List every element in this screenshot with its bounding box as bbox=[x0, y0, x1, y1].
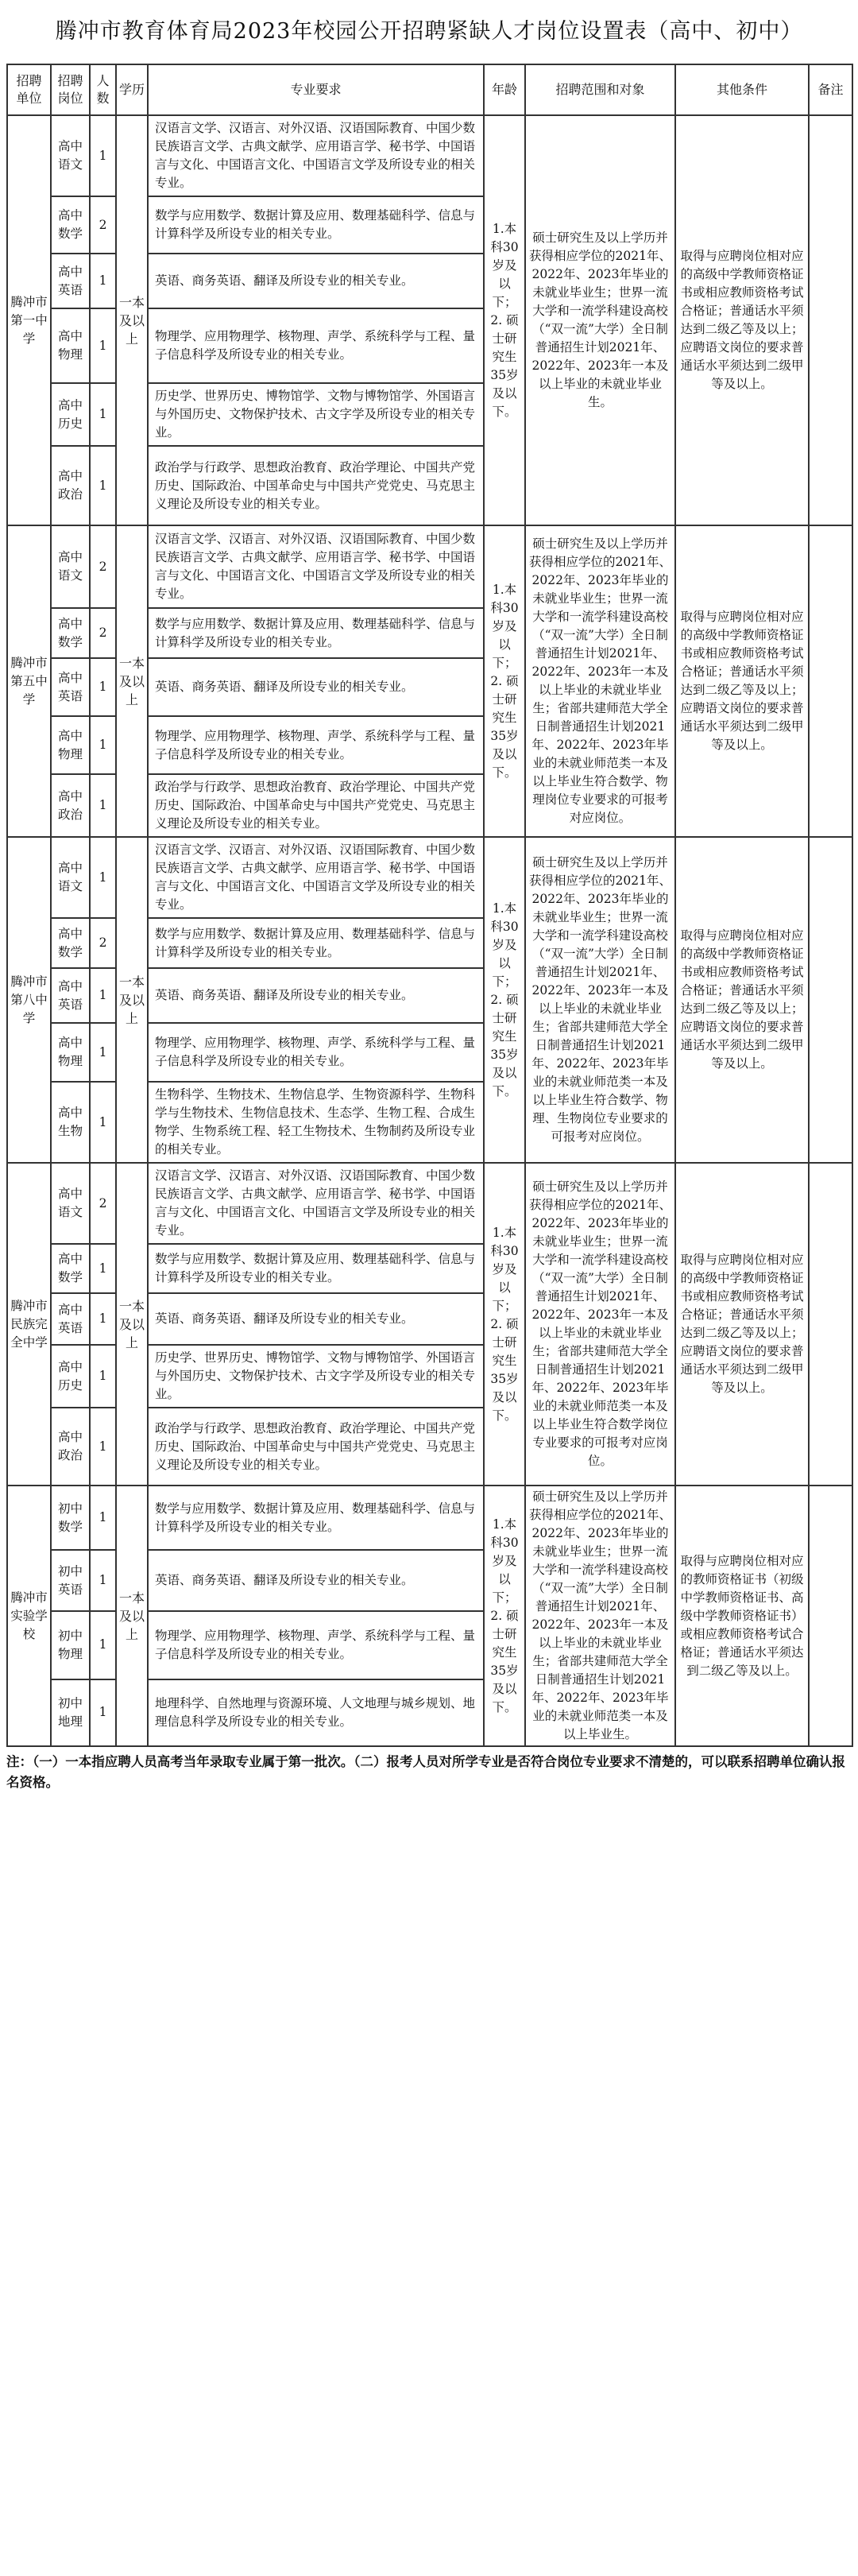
remarks-cell bbox=[809, 115, 852, 525]
scope-cell: 硕士研究生及以上学历并获得相应学位的2021年、2022年、2023年毕业的未就业毕业生；世界一流大学和一流学科建设高校（“双一流”大学）全日制普通招生计划2021年、2022年、2023年一本及以上毕业的未就业毕业生；省部共建师范大学全日制普通招生计划2021年、2022年、2023年毕业的未就业师范类一本及以上毕业生符合数学、物理、生物岗位专业要求的可报考对应岗位。 bbox=[525, 837, 675, 1163]
post-cell: 高中物理 bbox=[51, 308, 90, 383]
major-requirement-cell: 英语、商务英语、翻译及所设专业的相关专业。 bbox=[148, 1293, 484, 1345]
post-cell: 高中数学 bbox=[51, 196, 90, 254]
major-requirement-cell: 物理学、应用物理学、核物理、声学、系统科学与工程、量子信息科学及所设专业的相关专业。 bbox=[148, 1611, 484, 1679]
count-cell: 1 bbox=[90, 1244, 116, 1293]
major-requirement-cell: 英语、商务英语、翻译及所设专业的相关专业。 bbox=[148, 658, 484, 716]
major-requirement-cell: 汉语言文学、汉语言、对外汉语、汉语国际教育、中国少数民族语言文学、古典文献学、应用语言学、秘书学、中国语言与文化、中国语言文化、中国语言文学及所设专业的相关专业。 bbox=[148, 525, 484, 608]
major-requirement-cell: 物理学、应用物理学、核物理、声学、系统科学与工程、量子信息科学及所设专业的相关专业。 bbox=[148, 308, 484, 383]
post-cell: 高中数学 bbox=[51, 608, 90, 658]
count-cell: 1 bbox=[90, 1550, 116, 1611]
remarks-cell bbox=[809, 525, 852, 837]
major-requirement-cell: 数学与应用数学、数据计算及应用、数理基础科学、信息与计算科学及所设专业的相关专业。 bbox=[148, 1486, 484, 1550]
table-row bbox=[7, 115, 852, 196]
post-cell: 高中语文 bbox=[51, 525, 90, 608]
post-cell: 初中地理 bbox=[51, 1679, 90, 1746]
post-cell: 高中英语 bbox=[51, 968, 90, 1023]
scope-cell: 硕士研究生及以上学历并获得相应学位的2021年、2022年、2023年毕业的未就业毕业生；世界一流大学和一流学科建设高校（“双一流”大学）全日制普通招生计划2021年、2022年、2023年一本及以上毕业的未就业毕业生；省部共建师范大学全日制普通招生计划2021年、2022年、2023年毕业的未就业师范类一本及以上毕业生符合数学岗位专业要求的可报考对应岗位。 bbox=[525, 1163, 675, 1486]
major-requirement-cell: 汉语言文学、汉语言、对外汉语、汉语国际教育、中国少数民族语言文学、古典文献学、应用语言学、秘书学、中国语言与文化、中国语言文化、中国语言文学及所设专业的相关专业。 bbox=[148, 115, 484, 196]
post-cell: 初中物理 bbox=[51, 1611, 90, 1679]
unit-cell: 腾冲市第五中学 bbox=[7, 525, 51, 837]
count-cell: 1 bbox=[90, 1293, 116, 1345]
positions-table bbox=[6, 64, 853, 1747]
count-cell: 1 bbox=[90, 1023, 116, 1082]
education-cell: 一本及以上 bbox=[116, 1486, 148, 1746]
page-title: 腾冲市教育体育局2023年校园公开招聘紧缺人才岗位设置表（高中、初中） bbox=[55, 19, 803, 44]
count-cell: 1 bbox=[90, 1486, 116, 1550]
other-conditions-cell: 取得与应聘岗位相对应的高级中学教师资格证书或相应教师资格考试合格证；普通话水平须达到二级乙等及以上；应聘语文岗位的要求普通话水平须达到二级甲等及以上。 bbox=[675, 837, 809, 1163]
post-cell: 高中生物 bbox=[51, 1082, 90, 1163]
header-other-conditions: 其他条件 bbox=[675, 64, 809, 115]
post-cell: 高中政治 bbox=[51, 1408, 90, 1486]
post-cell: 初中英语 bbox=[51, 1550, 90, 1611]
post-cell: 高中数学 bbox=[51, 918, 90, 968]
unit-cell: 腾冲市实验学校 bbox=[7, 1486, 51, 1746]
header-major-requirements: 专业要求 bbox=[148, 64, 484, 115]
age-cell: 1.本科30岁及以下；2. 硕士研究生35岁及以下。 bbox=[484, 837, 525, 1163]
header-count: 人数 bbox=[90, 64, 116, 115]
count-cell: 2 bbox=[90, 196, 116, 254]
count-cell: 1 bbox=[90, 383, 116, 446]
major-requirement-cell: 政治学与行政学、思想政治教育、政治学理论、中国共产党历史、国际政治、中国革命史与中国共产党党史、马克思主义理论及所设专业的相关专业。 bbox=[148, 774, 484, 837]
header-age: 年龄 bbox=[484, 64, 525, 115]
age-cell: 1.本科30岁及以下；2. 硕士研究生35岁及以下。 bbox=[484, 1163, 525, 1486]
header-unit: 招聘单位 bbox=[7, 64, 51, 115]
table-row bbox=[7, 525, 852, 608]
table-row bbox=[7, 837, 852, 918]
major-requirement-cell: 物理学、应用物理学、核物理、声学、系统科学与工程、量子信息科学及所设专业的相关专业。 bbox=[148, 716, 484, 774]
count-cell: 1 bbox=[90, 774, 116, 837]
header-scope: 招聘范围和对象 bbox=[525, 64, 675, 115]
count-cell: 1 bbox=[90, 968, 116, 1023]
major-requirement-cell: 政治学与行政学、思想政治教育、政治学理论、中国共产党历史、国际政治、中国革命史与中国共产党党史、马克思主义理论及所设专业的相关专业。 bbox=[148, 1408, 484, 1486]
major-requirement-cell: 数学与应用数学、数据计算及应用、数理基础科学、信息与计算科学及所设专业的相关专业。 bbox=[148, 608, 484, 658]
header-education: 学历 bbox=[116, 64, 148, 115]
count-cell: 1 bbox=[90, 308, 116, 383]
post-cell: 高中物理 bbox=[51, 1023, 90, 1082]
count-cell: 1 bbox=[90, 1082, 116, 1163]
major-requirement-cell: 英语、商务英语、翻译及所设专业的相关专业。 bbox=[148, 968, 484, 1023]
post-cell: 高中历史 bbox=[51, 1345, 90, 1408]
count-cell: 1 bbox=[90, 446, 116, 525]
major-requirement-cell: 地理科学、自然地理与资源环境、人文地理与城乡规划、地理信息科学及所设专业的相关专业。 bbox=[148, 1679, 484, 1746]
major-requirement-cell: 生物科学、生物技术、生物信息学、生物资源科学、生物科学与生物技术、生物信息技术、生态学、生物工程、合成生物学、生物系统工程、轻工生物技术、生物制药及所设专业的相关专业。 bbox=[148, 1082, 484, 1163]
post-cell: 高中物理 bbox=[51, 716, 90, 774]
post-cell: 高中英语 bbox=[51, 254, 90, 308]
count-cell: 1 bbox=[90, 837, 116, 918]
count-cell: 1 bbox=[90, 1408, 116, 1486]
major-requirement-cell: 历史学、世界历史、博物馆学、文物与博物馆学、外国语言与外国历史、文物保护技术、古文字学及所设专业的相关专业。 bbox=[148, 383, 484, 446]
count-cell: 2 bbox=[90, 918, 116, 968]
other-conditions-cell: 取得与应聘岗位相对应的高级中学教师资格证书或相应教师资格考试合格证；普通话水平须达到二级乙等及以上；应聘语文岗位的要求普通话水平须达到二级甲等及以上。 bbox=[675, 525, 809, 837]
unit-cell: 腾冲市第八中学 bbox=[7, 837, 51, 1163]
header-remarks: 备注 bbox=[809, 64, 852, 115]
post-cell: 高中语文 bbox=[51, 115, 90, 196]
scope-cell: 硕士研究生及以上学历并获得相应学位的2021年、2022年、2023年毕业的未就业毕业生；世界一流大学和一流学科建设高校（“双一流”大学）全日制普通招生计划2021年、2022年、2023年一本及以上毕业的未就业毕业生；省部共建师范大学全日制普通招生计划2021年、2022年、2023年毕业的未就业师范类一本及以上毕业生。 bbox=[525, 1486, 675, 1746]
remarks-cell bbox=[809, 1163, 852, 1486]
age-cell: 1.本科30岁及以下；2. 硕士研究生35岁及以下。 bbox=[484, 1486, 525, 1746]
count-cell: 2 bbox=[90, 1163, 116, 1244]
count-cell: 1 bbox=[90, 716, 116, 774]
major-requirement-cell: 英语、商务英语、翻译及所设专业的相关专业。 bbox=[148, 1550, 484, 1611]
major-requirement-cell: 汉语言文学、汉语言、对外汉语、汉语国际教育、中国少数民族语言文学、古典文献学、应用语言学、秘书学、中国语言与文化、中国语言文化、中国语言文学及所设专业的相关专业。 bbox=[148, 837, 484, 918]
count-cell: 1 bbox=[90, 115, 116, 196]
age-cell: 1.本科30岁及以下；2. 硕士研究生35岁及以下。 bbox=[484, 115, 525, 525]
post-cell: 高中数学 bbox=[51, 1244, 90, 1293]
count-cell: 1 bbox=[90, 254, 116, 308]
post-cell: 高中政治 bbox=[51, 774, 90, 837]
major-requirement-cell: 政治学与行政学、思想政治教育、政治学理论、中国共产党历史、国际政治、中国革命史与中国共产党党史、马克思主义理论及所设专业的相关专业。 bbox=[148, 446, 484, 525]
post-cell: 高中语文 bbox=[51, 837, 90, 918]
education-cell: 一本及以上 bbox=[116, 1163, 148, 1486]
major-requirement-cell: 汉语言文学、汉语言、对外汉语、汉语国际教育、中国少数民族语言文学、古典文献学、应用语言学、秘书学、中国语言与文化、中国语言文化、中国语言文学及所设专业的相关专业。 bbox=[148, 1163, 484, 1244]
scope-cell: 硕士研究生及以上学历并获得相应学位的2021年、2022年、2023年毕业的未就业毕业生；世界一流大学和一流学科建设高校（“双一流”大学）全日制普通招生计划2021年、2022年、2023年一本及以上毕业的未就业毕业生；省部共建师范大学全日制普通招生计划2021年、2022年、2023年毕业的未就业师范类一本及以上毕业生符合数学、物理岗位专业要求的可报考对应岗位。 bbox=[525, 525, 675, 837]
count-cell: 2 bbox=[90, 608, 116, 658]
major-requirement-cell: 数学与应用数学、数据计算及应用、数理基础科学、信息与计算科学及所设专业的相关专业。 bbox=[148, 918, 484, 968]
post-cell: 初中数学 bbox=[51, 1486, 90, 1550]
count-cell: 2 bbox=[90, 525, 116, 608]
post-cell: 高中英语 bbox=[51, 658, 90, 716]
table-row bbox=[7, 1486, 852, 1550]
major-requirement-cell: 数学与应用数学、数据计算及应用、数理基础科学、信息与计算科学及所设专业的相关专业。 bbox=[148, 196, 484, 254]
post-cell: 高中历史 bbox=[51, 383, 90, 446]
education-cell: 一本及以上 bbox=[116, 837, 148, 1163]
other-conditions-cell: 取得与应聘岗位相对应的高级中学教师资格证书或相应教师资格考试合格证；普通话水平须达到二级乙等及以上；应聘语文岗位的要求普通话水平须达到二级甲等及以上。 bbox=[675, 1163, 809, 1486]
education-cell: 一本及以上 bbox=[116, 525, 148, 837]
table-body bbox=[7, 115, 852, 1746]
footnote: 注：（一）一本指应聘人员高考当年录取专业属于第一批次。（二）报考人员对所学专业是否符合岗位专业要求不清楚的，可以联系招聘单位确认报名资格。 bbox=[6, 1754, 845, 1790]
count-cell: 1 bbox=[90, 1611, 116, 1679]
major-requirement-cell: 数学与应用数学、数据计算及应用、数理基础科学、信息与计算科学及所设专业的相关专业。 bbox=[148, 1244, 484, 1293]
age-cell: 1.本科30岁及以下；2. 硕士研究生35岁及以下。 bbox=[484, 525, 525, 837]
table-row bbox=[7, 1163, 852, 1244]
scope-cell: 硕士研究生及以上学历并获得相应学位的2021年、2022年、2023年毕业的未就业毕业生；世界一流大学和一流学科建设高校（“双一流”大学）全日制普通招生计划2021年、2022年、2023年一本及以上毕业的未就业毕业生。 bbox=[525, 115, 675, 525]
unit-cell: 腾冲市第一中学 bbox=[7, 115, 51, 525]
remarks-cell bbox=[809, 1486, 852, 1746]
remarks-cell bbox=[809, 837, 852, 1163]
table-header-row bbox=[7, 64, 852, 115]
post-cell: 高中政治 bbox=[51, 446, 90, 525]
count-cell: 1 bbox=[90, 658, 116, 716]
count-cell: 1 bbox=[90, 1345, 116, 1408]
post-cell: 高中语文 bbox=[51, 1163, 90, 1244]
other-conditions-cell: 取得与应聘岗位相对应的高级中学教师资格证书或相应教师资格考试合格证；普通话水平须达到二级乙等及以上；应聘语文岗位的要求普通话水平须达到二级甲等及以上。 bbox=[675, 115, 809, 525]
other-conditions-cell: 取得与应聘岗位相对应的教师资格证书（初级中学教师资格证书、高级中学教师资格证书）或相应教师资格考试合格证；普通话水平须达到二级乙等及以上。 bbox=[675, 1486, 809, 1746]
unit-cell: 腾冲市民族完全中学 bbox=[7, 1163, 51, 1486]
major-requirement-cell: 历史学、世界历史、博物馆学、文物与博物馆学、外国语言与外国历史、文物保护技术、古文字学及所设专业的相关专业。 bbox=[148, 1345, 484, 1408]
header-post: 招聘岗位 bbox=[51, 64, 90, 115]
education-cell: 一本及以上 bbox=[116, 115, 148, 525]
count-cell: 1 bbox=[90, 1679, 116, 1746]
major-requirement-cell: 英语、商务英语、翻译及所设专业的相关专业。 bbox=[148, 254, 484, 308]
major-requirement-cell: 物理学、应用物理学、核物理、声学、系统科学与工程、量子信息科学及所设专业的相关专业。 bbox=[148, 1023, 484, 1082]
post-cell: 高中英语 bbox=[51, 1293, 90, 1345]
